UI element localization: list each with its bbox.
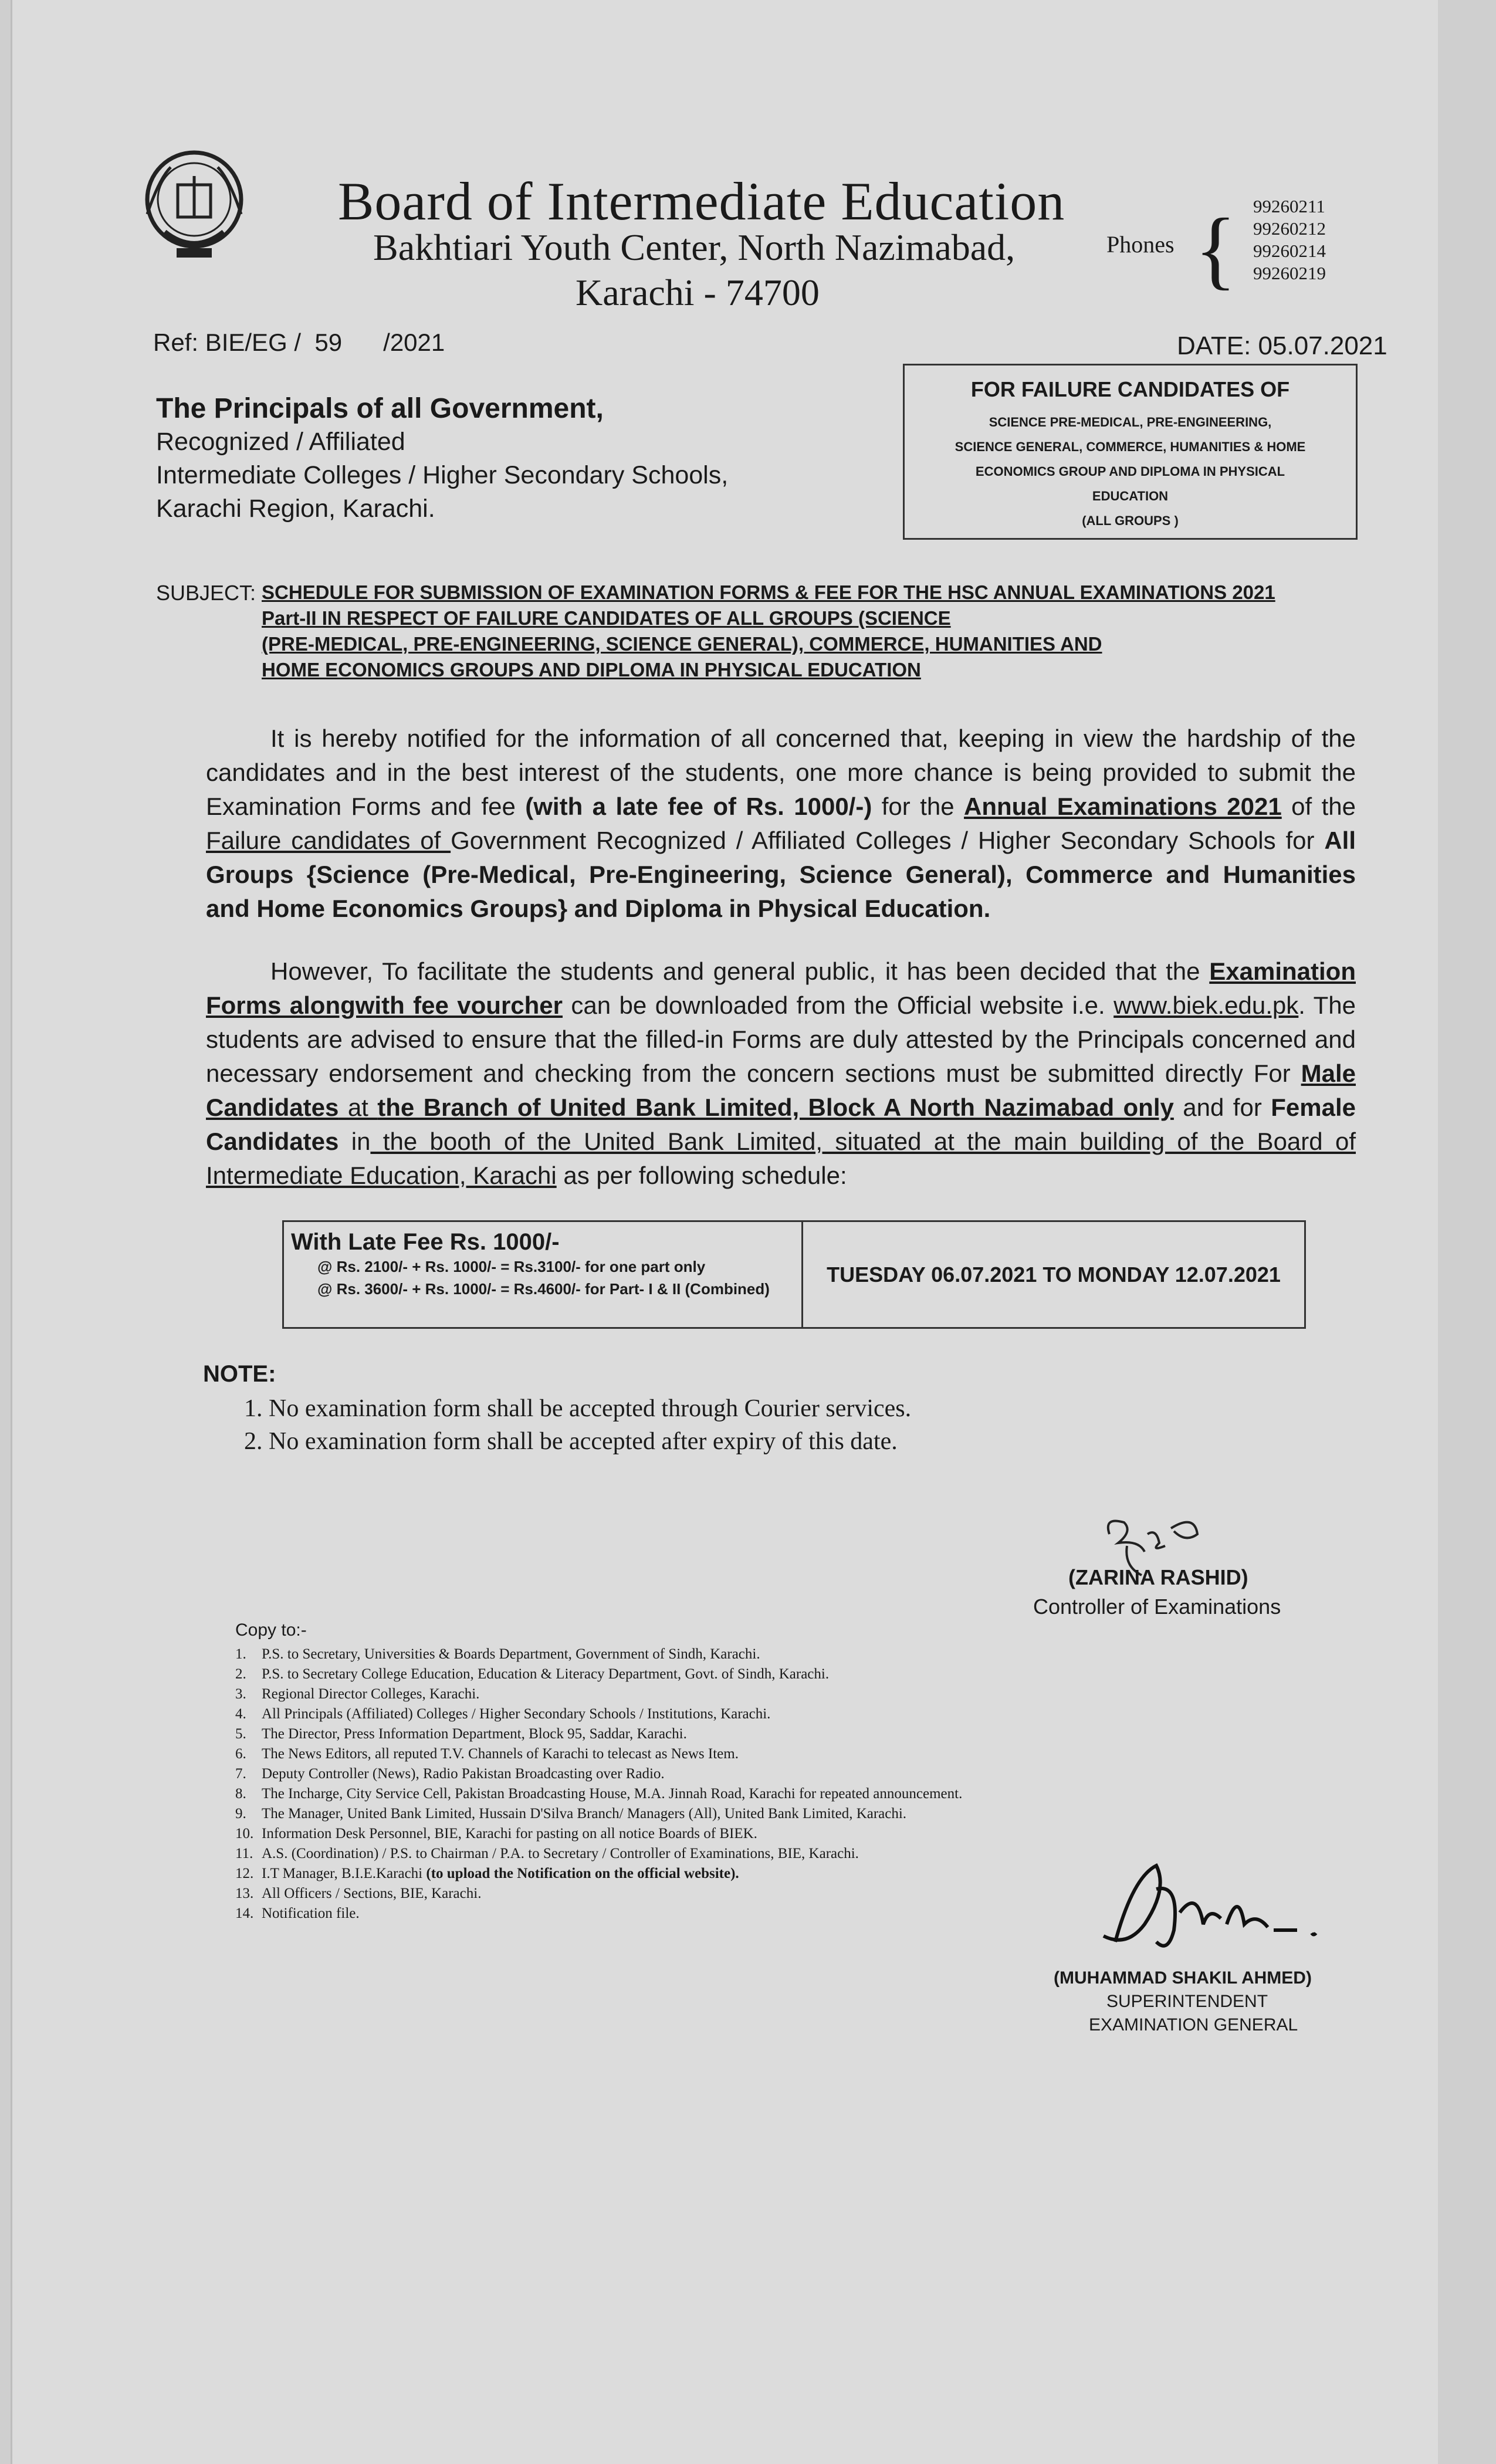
fee-details-cell (284, 1222, 803, 1327)
paragraph-1 (206, 722, 1356, 926)
copy-item-number: 10. (235, 1826, 254, 1842)
copy-item-number: 3. (235, 1686, 246, 1702)
copy-item-text: All Principals (Affiliated) Colleges / Higher Secondary Schools / Institutions, Karachi. (262, 1706, 771, 1722)
copy-item (235, 1664, 962, 1684)
note-item: 1. No examination form shall be accepted through Courier services. (244, 1395, 912, 1422)
note-item: 2. No examination form shall be accepted after expiry of this date. (244, 1428, 898, 1455)
phones-label: Phones (1106, 231, 1175, 258)
signatory2-title: SUPERINTENDENT (1106, 1992, 1268, 2011)
copy-item-text: Notification file. (262, 1905, 360, 1921)
reference-number: Ref: BIE/EG / 59 /2021 (153, 329, 445, 356)
copy-item-number: 4. (235, 1706, 246, 1722)
subject-line: Part-II IN RESPECT OF FAILURE CANDIDATES OF ALL GROUPS (SCIENCE (262, 607, 951, 629)
copy-item-text: The Director, Press Information Department, Block 95, Saddar, Karachi. (262, 1726, 687, 1742)
copy-item-number: 14. (235, 1905, 254, 1921)
board-logo-icon (136, 144, 253, 267)
copy-item-text: All Officers / Sections, BIE, Karachi. (262, 1886, 482, 1901)
addressee-line: The Principals of all Government, (156, 393, 604, 424)
copy-item-bold-text: (to upload the Notification on the official website). (426, 1866, 739, 1881)
text-run: at (339, 1094, 378, 1121)
text-run: can be downloaded from the Official website i.e. (563, 991, 1114, 1019)
copy-item-text: I.T Manager, B.I.E.Karachi (262, 1866, 427, 1881)
copy-item-number: 11. (235, 1846, 253, 1861)
signatory1-title: Controller of Examinations (1033, 1595, 1281, 1619)
brace-icon: { (1194, 201, 1237, 298)
text-run: It is hereby notified for the information of all concerned that, keeping in view the hardship of the candidates and in the best interest of the students, one more chance is being provided to submit the Examination Forms and fee (206, 725, 1356, 820)
male-candidates-text: Male Candidates (206, 1060, 1356, 1121)
text-run: as per following schedule: (556, 1162, 847, 1189)
subject-line: (PRE-MEDICAL, PRE-ENGINEERING, SCIENCE GENERAL), COMMERCE, HUMANITIES AND (262, 633, 1102, 655)
board-address-line1: Bakhtiari Youth Center, North Nazimabad, (373, 226, 1016, 268)
copy-item (235, 1724, 962, 1744)
annual-exam-text: Annual Examinations 2021 (964, 793, 1282, 820)
copy-item-text: P.S. to Secretary, Universities & Boards Department, Government of Sindh, Karachi. (262, 1646, 760, 1662)
board-address-line2: Karachi - 74700 (576, 272, 820, 313)
subject-label: SUBJECT: (156, 581, 256, 605)
text-run: Government Recognized / Affiliated Colleges / Higher Secondary Schools for (451, 827, 1325, 854)
copy-item-number: 12. (235, 1866, 254, 1881)
copy-item-text: Regional Director Colleges, Karachi. (262, 1686, 480, 1702)
copy-item (235, 1904, 962, 1924)
note-list (244, 1392, 911, 1458)
subject-text (262, 580, 1388, 683)
subject-line: HOME ECONOMICS GROUPS AND DIPLOMA IN PHYSICAL EDUCATION (262, 659, 921, 681)
female-candidates-text: Female Candidates (206, 1094, 1356, 1155)
text-run: However, To facilitate the students and general public, it has been decided that the (270, 957, 1210, 985)
copy-item-number: 7. (235, 1766, 246, 1782)
copy-item-number: 8. (235, 1786, 246, 1802)
copy-item-number: 13. (235, 1886, 254, 1901)
addressee-line: Intermediate Colleges / Higher Secondary Schools, (156, 461, 729, 489)
late-fee-text: (with a late fee of Rs. 1000/-) (525, 793, 872, 820)
text-run: . The students are advised to ensure that the filled-in Forms are duly attested by the Principals concerned and necessary endorsement and checking from the concern sections must be submitted directly For (206, 991, 1356, 1087)
copy-item (235, 1704, 962, 1724)
document-page (11, 0, 1438, 2464)
phone-number: 99260212 (1253, 218, 1326, 239)
signatory2-department: EXAMINATION GENERAL (1089, 2015, 1298, 2035)
exam-forms-text: Examination Forms alongwith fee vourcher (206, 957, 1356, 1019)
all-groups-text: All Groups {Science (Pre-Medical, Pre-Engineering, Science General), Commerce and Humanities and Home Economics Groups} and Diploma in Physical Education. (206, 827, 1356, 922)
failure-box-line: EDUCATION (1092, 489, 1169, 503)
document-date: DATE: 05.07.2021 (1177, 331, 1387, 360)
failure-box-line: SCIENCE PRE-MEDICAL, PRE-ENGINEERING, (989, 415, 1272, 429)
copy-item-text: Deputy Controller (News), Radio Pakistan Broadcasting over Radio. (262, 1766, 665, 1782)
subject-line: SCHEDULE FOR SUBMISSION OF EXAMINATION FORMS & FEE FOR THE HSC ANNUAL EXAMINATIONS 2021 (262, 581, 1275, 603)
copy-item-text: P.S. to Secretary College Education, Education & Literacy Department, Govt. of Sindh, Karachi. (262, 1666, 830, 1682)
website-link[interactable]: www.biek.edu.pk (1113, 991, 1299, 1019)
phone-number: 99260219 (1253, 263, 1326, 283)
copy-item (235, 1764, 962, 1784)
copy-item (235, 1644, 962, 1664)
copy-to-list (235, 1644, 962, 1924)
failure-candidates-box (903, 364, 1358, 540)
copy-to-heading: Copy to:- (235, 1620, 307, 1640)
copy-item-number: 9. (235, 1806, 246, 1822)
copy-item-number: 5. (235, 1726, 246, 1742)
ubl-booth-text: the booth of the United Bank Limited, situated at the main building of the Board of Intermediate Education, Karachi (206, 1128, 1356, 1189)
copy-item (235, 1804, 962, 1824)
copy-item-number: 1. (235, 1646, 246, 1662)
phones-list (1253, 195, 1326, 285)
failure-candidates-text: Failure candidates of (206, 827, 451, 854)
copy-item (235, 1684, 962, 1704)
phone-number: 99260211 (1253, 196, 1325, 216)
copy-item (235, 1884, 962, 1904)
copy-item (235, 1744, 962, 1764)
fee-row: @ Rs. 2100/- + Rs. 1000/- = Rs.3100/- for one part only (317, 1258, 706, 1275)
copy-item (235, 1784, 962, 1804)
copy-item (235, 1844, 962, 1864)
copy-item-number: 2. (235, 1666, 246, 1682)
ubl-branch-text: the Branch of United Bank Limited, Block A North Nazimabad only (377, 1094, 1174, 1121)
failure-box-line: (ALL GROUPS ) (1082, 513, 1179, 528)
copy-item (235, 1824, 962, 1844)
copy-item-text: The Manager, United Bank Limited, Hussain D'Silva Branch/ Managers (All), United Bank Limited, Karachi. (262, 1806, 907, 1822)
addressee-line: Recognized / Affiliated (156, 428, 405, 456)
addressee-block (156, 392, 728, 526)
signatory2-name: (MUHAMMAD SHAKIL AHMED) (1054, 1968, 1312, 1988)
fee-schedule-table (282, 1220, 1306, 1329)
signatory1-name: (ZARINA RASHID) (1068, 1565, 1248, 1589)
signature-shakil-icon (1080, 1854, 1326, 1965)
failure-box-line: ECONOMICS GROUP AND DIPLOMA IN PHYSICAL (975, 464, 1285, 479)
paragraph-2 (206, 955, 1356, 1193)
text-run: and for (1173, 1094, 1271, 1121)
copy-item-text: The Incharge, City Service Cell, Pakistan Broadcasting House, M.A. Jinnah Road, Karachi for repeated announcement. (262, 1786, 963, 1802)
fee-title: With Late Fee Rs. 1000/- (291, 1229, 560, 1255)
copy-item-text: The News Editors, all reputed T.V. Channels of Karachi to telecast as News Item. (262, 1746, 739, 1762)
copy-item-text: A.S. (Coordination) / P.S. to Chairman / P.A. to Secretary / Controller of Examinations, BIE, Karachi. (262, 1846, 859, 1861)
text-run: for the (872, 793, 964, 820)
board-title: Board of Intermediate Education (338, 171, 1065, 231)
failure-box-line: SCIENCE GENERAL, COMMERCE, HUMANITIES & HOME (955, 439, 1306, 454)
copy-item (235, 1864, 962, 1884)
phone-number: 99260214 (1253, 241, 1326, 261)
copy-item-number: 6. (235, 1746, 246, 1762)
failure-box-heading: FOR FAILURE CANDIDATES OF (970, 377, 1290, 401)
copy-item-text: Information Desk Personnel, BIE, Karachi for pasting on all notice Boards of BIEK. (262, 1826, 757, 1842)
addressee-line: Karachi Region, Karachi. (156, 495, 435, 523)
text-run: in (339, 1128, 371, 1155)
schedule-cell: TUESDAY 06.07.2021 TO MONDAY 12.07.2021 (827, 1262, 1281, 1287)
note-heading: NOTE: (203, 1361, 276, 1387)
fee-row: @ Rs. 3600/- + Rs. 1000/- = Rs.4600/- for Part- I & II (Combined) (317, 1280, 770, 1298)
text-run: of the (1281, 793, 1356, 820)
